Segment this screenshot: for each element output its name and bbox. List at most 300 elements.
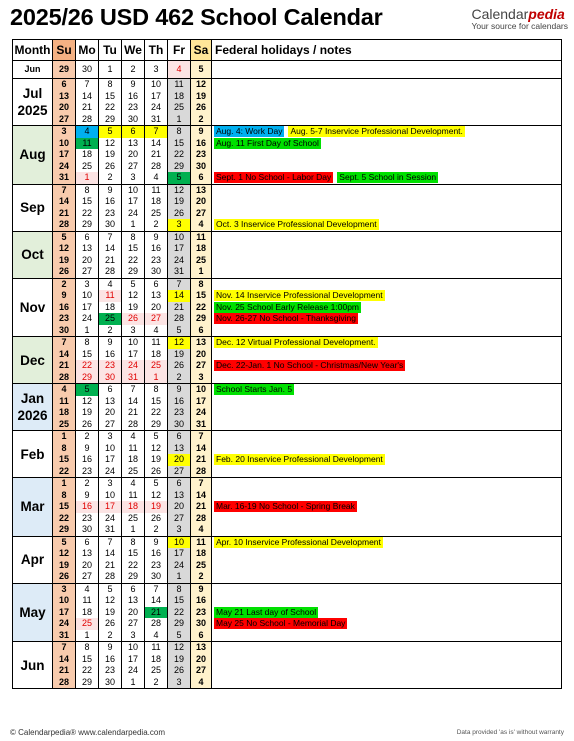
day-cell-tu: 7 [99,536,122,548]
note-item: Dec. 12 Virtual Professional Development. [216,337,376,348]
notes-cell [212,219,562,231]
day-cell-th: 27 [145,313,168,325]
week-row [13,396,562,408]
day-cell-sa: 30 [191,618,212,630]
day-cell-su: 14 [53,196,76,208]
day-cell-sa: 22 [191,302,212,314]
day-cell-mo: 22 [76,665,99,677]
day-cell-th: 24 [145,102,168,114]
week-row [13,349,562,361]
day-cell-th: 5 [145,431,168,443]
note-item: Feb. 20 Inservice Professional Development [216,454,383,465]
day-cell-mo: 15 [76,349,99,361]
day-cell-fr: 29 [168,618,191,630]
week-row [13,384,562,396]
day-cell-sa: 14 [191,490,212,502]
header-notes: Federal holidays / notes [212,40,562,61]
week-row [13,443,562,455]
day-cell-th: 30 [145,571,168,583]
day-cell-th: 26 [145,466,168,478]
day-cell-mo: 20 [76,255,99,267]
day-cell-mo: 12 [76,396,99,408]
day-cell-sa: 25 [191,255,212,267]
day-cell-we: 4 [122,431,145,443]
day-cell-sa: 10 [191,384,212,396]
day-cell-we: 19 [122,302,145,314]
day-cell-fr: 3 [168,219,191,231]
note-item: Oct. 3 Inservice Professional Development [216,219,377,230]
notes-cell [212,583,562,595]
week-row [13,231,562,243]
day-cell-tu: 16 [99,349,122,361]
day-cell-sa: 14 [191,443,212,455]
day-cell-th: 8 [145,384,168,396]
day-cell-tu: 21 [99,560,122,572]
day-cell-sa: 3 [191,372,212,384]
day-cell-fr: 20 [168,501,191,513]
day-cell-su: 28 [53,372,76,384]
week-row [13,208,562,220]
notes-cell [212,560,562,572]
day-cell-we: 10 [122,337,145,349]
day-cell-we: 23 [122,102,145,114]
day-cell-fr: 26 [168,208,191,220]
day-cell-mo: 9 [76,443,99,455]
day-cell-su: 5 [53,536,76,548]
day-cell-tu: 23 [99,208,122,220]
day-cell-th: 5 [145,478,168,490]
day-cell-th: 4 [145,172,168,184]
notes-cell [212,196,562,208]
month-label: Aug [13,126,53,185]
notes-cell [212,642,562,654]
notes-cell [212,654,562,666]
day-cell-th: 9 [145,536,168,548]
day-cell-sa: 5 [191,61,212,79]
header-th: Th [145,40,168,61]
note-item: Nov. 25 School Early Release 1:00pm [216,301,360,312]
notes-cell [212,396,562,408]
header-mo: Mo [76,40,99,61]
day-cell-sa: 13 [191,642,212,654]
day-cell-fr: 19 [168,196,191,208]
day-cell-fr: 7 [168,278,191,290]
day-cell-mo: 22 [76,360,99,372]
day-cell-sa: 21 [191,454,212,466]
day-cell-th: 22 [145,407,168,419]
day-cell-th: 10 [145,79,168,91]
day-cell-th: 6 [145,278,168,290]
day-cell-fr: 10 [168,536,191,548]
day-cell-we: 15 [122,548,145,560]
day-cell-tu: 13 [99,396,122,408]
day-cell-th: 28 [145,161,168,173]
day-cell-th: 3 [145,61,168,79]
notes-cell [212,114,562,126]
note-item: Sept. 5 School in Session [339,172,437,183]
day-cell-we: 11 [122,490,145,502]
day-cell-mo: 1 [76,325,99,337]
notes-cell [212,149,562,161]
day-cell-tu: 29 [99,114,122,126]
day-cell-we: 14 [122,396,145,408]
day-cell-we: 20 [122,607,145,619]
day-cell-mo: 30 [76,61,99,79]
day-cell-su: 15 [53,501,76,513]
day-cell-su: 28 [53,677,76,689]
day-cell-th: 2 [145,677,168,689]
day-cell-mo: 17 [76,302,99,314]
day-cell-tu: 20 [99,407,122,419]
day-cell-mo: 1 [76,172,99,184]
header-tu: Tu [99,40,122,61]
day-cell-fr: 23 [168,407,191,419]
day-cell-tu: 5 [99,126,122,138]
day-cell-th: 7 [145,126,168,138]
day-cell-th: 14 [145,595,168,607]
week-row [13,184,562,196]
week-row [13,548,562,560]
day-cell-tu: 4 [99,278,122,290]
day-cell-tu: 9 [99,184,122,196]
day-cell-su: 23 [53,313,76,325]
day-cell-mo: 26 [76,419,99,431]
day-cell-th: 16 [145,548,168,560]
notes-cell [212,172,562,184]
day-cell-tu: 14 [99,243,122,255]
day-cell-mo: 11 [76,595,99,607]
day-cell-sa: 27 [191,665,212,677]
notes-cell [212,138,562,150]
day-cell-sa: 23 [191,607,212,619]
week-row [13,278,562,290]
day-cell-mo: 2 [76,478,99,490]
notes-cell [212,243,562,255]
day-cell-sa: 4 [191,677,212,689]
day-cell-mo: 4 [76,583,99,595]
week-row [13,524,562,536]
day-cell-we: 1 [122,219,145,231]
week-row [13,407,562,419]
day-cell-tu: 8 [99,79,122,91]
day-cell-mo: 24 [76,313,99,325]
notes-cell [212,431,562,443]
day-cell-tu: 2 [99,172,122,184]
day-cell-sa: 12 [191,79,212,91]
day-cell-tu: 5 [99,583,122,595]
logo-brand-b: pedia [528,6,565,22]
week-row [13,360,562,372]
day-cell-mo: 14 [76,91,99,103]
week-row [13,149,562,161]
day-cell-tu: 7 [99,231,122,243]
day-cell-mo: 30 [76,524,99,536]
day-cell-mo: 18 [76,607,99,619]
day-cell-mo: 8 [76,184,99,196]
day-cell-fr: 29 [168,161,191,173]
notes-cell [212,208,562,220]
day-cell-th: 13 [145,290,168,302]
note-item: Apr. 10 Inservice Professional Development [216,536,381,547]
day-cell-tu: 10 [99,443,122,455]
day-cell-tu: 3 [99,478,122,490]
notes-cell [212,466,562,478]
notes-cell [212,161,562,173]
day-cell-sa: 25 [191,560,212,572]
day-cell-su: 7 [53,642,76,654]
day-cell-mo: 11 [76,138,99,150]
day-cell-su: 21 [53,208,76,220]
month-label: Dec [13,337,53,384]
day-cell-tu: 28 [99,571,122,583]
day-cell-th: 4 [145,630,168,642]
day-cell-th: 23 [145,560,168,572]
week-row [13,172,562,184]
notes-cell [212,595,562,607]
month-label: Feb [13,431,53,478]
notes-cell [212,61,562,79]
header-month: Month [13,40,53,61]
week-row [13,196,562,208]
day-cell-tu: 30 [99,372,122,384]
day-cell-th: 25 [145,360,168,372]
day-cell-we: 22 [122,255,145,267]
day-cell-sa: 31 [191,419,212,431]
note-item: May 21 Last day of School [216,606,317,617]
day-cell-fr: 25 [168,102,191,114]
day-cell-th: 2 [145,219,168,231]
day-cell-mo: 13 [76,548,99,560]
notes-cell [212,630,562,642]
day-cell-fr: 6 [168,478,191,490]
day-cell-fr: 16 [168,396,191,408]
week-row [13,454,562,466]
day-cell-mo: 27 [76,571,99,583]
day-cell-su: 20 [53,102,76,114]
week-row [13,431,562,443]
day-cell-we: 7 [122,384,145,396]
day-cell-tu: 12 [99,138,122,150]
day-cell-we: 17 [122,349,145,361]
day-cell-su: 18 [53,407,76,419]
day-cell-fr: 5 [168,325,191,337]
day-cell-sa: 4 [191,524,212,536]
notes-cell [212,490,562,502]
week-row [13,219,562,231]
day-cell-we: 20 [122,149,145,161]
day-cell-mo: 4 [76,126,99,138]
notes-cell [212,91,562,103]
day-cell-su: 7 [53,184,76,196]
calendar-grid [12,39,562,689]
day-cell-we: 1 [122,677,145,689]
week-row [13,607,562,619]
day-cell-sa: 8 [191,278,212,290]
day-cell-tu: 26 [99,618,122,630]
day-cell-tu: 15 [99,91,122,103]
week-row [13,91,562,103]
week-row [13,61,562,79]
notes-cell [212,501,562,513]
month-label: Sep [13,184,53,231]
day-cell-su: 30 [53,325,76,337]
day-cell-fr: 13 [168,490,191,502]
day-cell-su: 24 [53,618,76,630]
notes-cell [212,102,562,114]
day-cell-th: 29 [145,419,168,431]
day-cell-tu: 22 [99,102,122,114]
day-cell-su: 7 [53,337,76,349]
notes-cell [212,126,562,138]
day-cell-th: 4 [145,325,168,337]
week-row [13,560,562,572]
day-cell-we: 28 [122,419,145,431]
notes-cell [212,255,562,267]
day-cell-fr: 28 [168,313,191,325]
day-cell-we: 27 [122,618,145,630]
day-cell-mo: 21 [76,102,99,114]
day-cell-fr: 19 [168,349,191,361]
day-cell-we: 9 [122,79,145,91]
day-cell-fr: 8 [168,126,191,138]
day-cell-th: 9 [145,231,168,243]
day-cell-fr: 15 [168,595,191,607]
notes-cell [212,372,562,384]
day-cell-su: 31 [53,172,76,184]
week-row [13,255,562,267]
day-cell-mo: 15 [76,196,99,208]
day-cell-th: 30 [145,266,168,278]
day-cell-we: 18 [122,501,145,513]
day-cell-we: 16 [122,91,145,103]
day-cell-th: 11 [145,642,168,654]
day-cell-su: 29 [53,61,76,79]
day-cell-th: 20 [145,302,168,314]
day-cell-fr: 14 [168,290,191,302]
day-cell-tu: 14 [99,548,122,560]
day-cell-we: 17 [122,196,145,208]
day-cell-fr: 17 [168,548,191,560]
notes-cell [212,384,562,396]
day-cell-th: 7 [145,583,168,595]
notes-cell [212,302,562,314]
day-cell-th: 28 [145,618,168,630]
day-cell-fr: 1 [168,114,191,126]
day-cell-sa: 18 [191,243,212,255]
month-label: Jun [13,642,53,689]
day-cell-fr: 22 [168,149,191,161]
day-cell-we: 5 [122,278,145,290]
notes-cell [212,290,562,302]
day-cell-su: 15 [53,454,76,466]
day-cell-su: 21 [53,360,76,372]
day-cell-tu: 19 [99,607,122,619]
week-row [13,290,562,302]
day-cell-sa: 24 [191,407,212,419]
day-cell-mo: 1 [76,630,99,642]
day-cell-fr: 18 [168,91,191,103]
day-cell-we: 31 [122,372,145,384]
day-cell-th: 25 [145,208,168,220]
day-cell-sa: 27 [191,208,212,220]
week-row [13,337,562,349]
day-cell-tu: 26 [99,161,122,173]
day-cell-fr: 26 [168,360,191,372]
day-cell-su: 29 [53,524,76,536]
week-row [13,79,562,91]
day-cell-sa: 15 [191,290,212,302]
day-cell-mo: 19 [76,407,99,419]
day-cell-we: 27 [122,161,145,173]
day-cell-su: 16 [53,302,76,314]
day-cell-mo: 7 [76,79,99,91]
day-cell-su: 5 [53,231,76,243]
day-cell-sa: 6 [191,172,212,184]
day-cell-th: 1 [145,372,168,384]
day-cell-su: 1 [53,431,76,443]
day-cell-su: 22 [53,466,76,478]
day-cell-th: 26 [145,513,168,525]
calendarpedia-logo[interactable] [471,6,568,31]
calendar-body [13,61,562,689]
day-cell-we: 24 [122,665,145,677]
day-cell-th: 16 [145,243,168,255]
logo-brand-a: Calendar [471,6,529,22]
day-cell-fr: 5 [168,630,191,642]
notes-cell [212,231,562,243]
day-cell-we: 25 [122,466,145,478]
day-cell-su: 9 [53,290,76,302]
day-cell-we: 6 [122,126,145,138]
footer-disclaimer: Data provided 'as is' without warranty [456,729,564,736]
day-cell-tu: 12 [99,595,122,607]
week-row [13,478,562,490]
notes-cell [212,325,562,337]
day-cell-we: 3 [122,325,145,337]
day-cell-tu: 16 [99,654,122,666]
week-row [13,243,562,255]
day-cell-we: 29 [122,266,145,278]
month-label: Oct [13,231,53,278]
day-cell-fr: 11 [168,79,191,91]
day-cell-tu: 11 [99,290,122,302]
day-cell-tu: 27 [99,419,122,431]
day-cell-fr: 15 [168,138,191,150]
day-cell-sa: 2 [191,114,212,126]
day-cell-sa: 20 [191,349,212,361]
notes-cell [212,513,562,525]
day-cell-tu: 30 [99,219,122,231]
day-cell-su: 14 [53,654,76,666]
day-cell-mo: 5 [76,384,99,396]
notes-cell [212,618,562,630]
day-cell-mo: 6 [76,536,99,548]
day-cell-tu: 9 [99,642,122,654]
header-su: Su [53,40,76,61]
week-row [13,114,562,126]
note-item: Aug. 11 First Day of School [216,137,319,148]
week-row [13,266,562,278]
day-cell-sa: 7 [191,431,212,443]
week-row [13,571,562,583]
day-cell-we: 17 [122,654,145,666]
day-cell-su: 21 [53,665,76,677]
day-cell-mo: 9 [76,490,99,502]
day-cell-sa: 6 [191,630,212,642]
day-cell-sa: 7 [191,478,212,490]
day-cell-mo: 8 [76,337,99,349]
week-row [13,665,562,677]
